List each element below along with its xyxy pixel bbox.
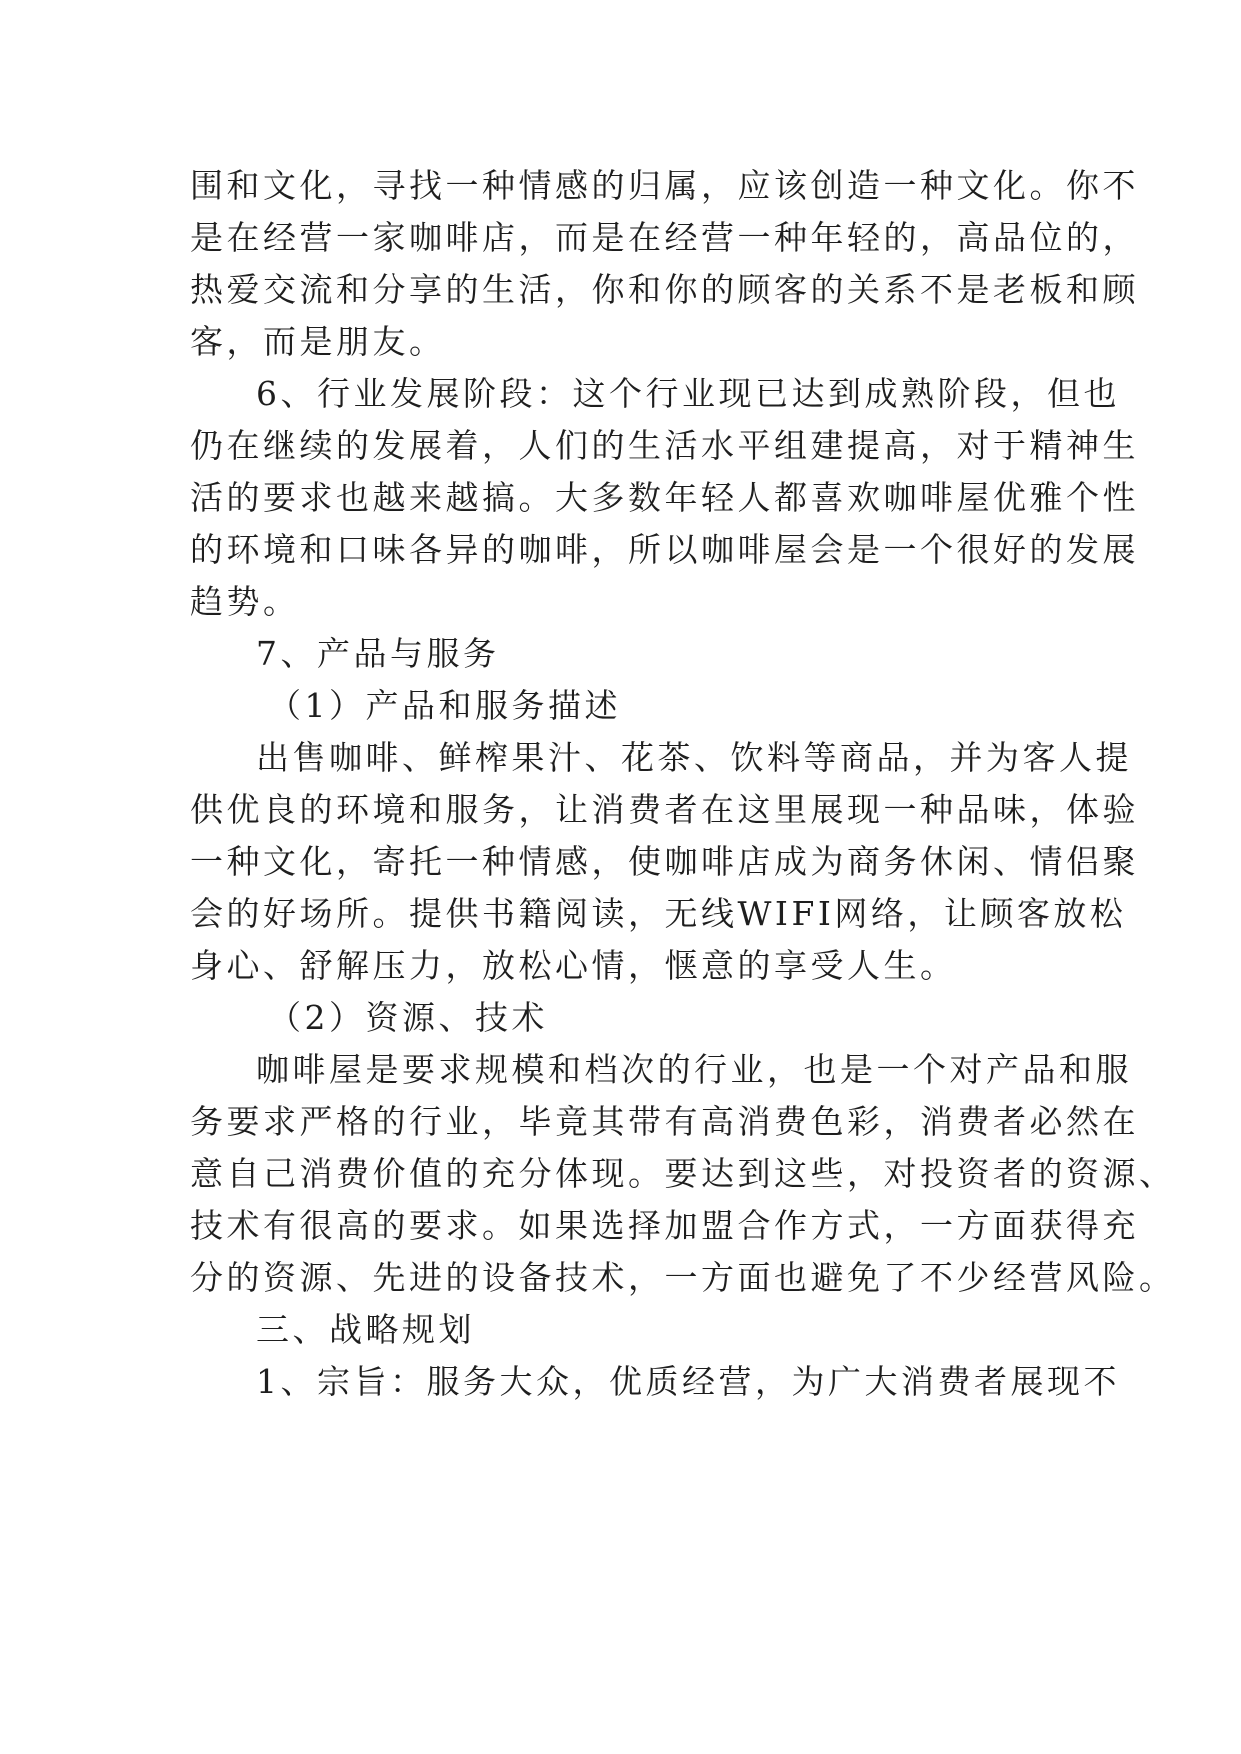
text-line: 分的资源、先进的设备技术，一方面也避免了不少经营风险。 [190, 1258, 1176, 1297]
text-line: 会的好场所。提供书籍阅读，无线WIFI网络，让顾客放松 [190, 894, 1127, 933]
text-line: 身心、舒解压力，放松心情，惬意的享受人生。 [190, 946, 957, 985]
text-line: 技术有很高的要求。如果选择加盟合作方式，一方面获得充 [190, 1206, 1139, 1245]
section-heading-products-services: 7、产品与服务 [256, 634, 500, 673]
text-line: 活的要求也越来越搞。大多数年轻人都喜欢咖啡屋优雅个性 [190, 478, 1139, 517]
text-line: 的环境和口味各异的咖啡，所以咖啡屋会是一个很好的发展 [190, 530, 1139, 569]
text-line: 一种文化，寄托一种情感，使咖啡店成为商务休闲、情侣聚 [190, 842, 1139, 881]
subsection-heading-description: （1）产品和服务描述 [268, 686, 621, 725]
text-line: 务要求严格的行业，毕竟其带有高消费色彩，消费者必然在 [190, 1102, 1139, 1141]
text-line: 围和文化，寻找一种情感的归属，应该创造一种文化。你不 [190, 166, 1139, 205]
section-heading-industry-stage: 6、行业发展阶段：这个行业现已达到成熟阶段，但也 [256, 374, 1120, 413]
subsection-heading-resources: （2）资源、技术 [268, 998, 548, 1037]
section-heading-strategy: 三、战略规划 [256, 1310, 475, 1349]
text-line: 趋势。 [190, 582, 300, 621]
text-line: 仍在继续的发展着，人们的生活水平组建提高，对于精神生 [190, 426, 1139, 465]
text-line: 是在经营一家咖啡店，而是在经营一种年轻的，高品位的， [190, 218, 1139, 257]
text-line: 意自己消费价值的充分体现。要达到这些，对投资者的资源、 [190, 1154, 1176, 1193]
paragraph-start: 咖啡屋是要求规模和档次的行业，也是一个对产品和服 [256, 1050, 1132, 1089]
text-line: 客，而是朋友。 [190, 322, 446, 361]
paragraph-start: 出售咖啡、鲜榨果汁、花茶、饮料等商品，并为客人提 [256, 738, 1132, 777]
paragraph-start: 1、宗旨：服务大众，优质经营，为广大消费者展现不 [256, 1362, 1120, 1401]
text-line: 供优良的环境和服务，让消费者在这里展现一种品味，体验 [190, 790, 1139, 829]
text-line: 热爱交流和分享的生活，你和你的顾客的关系不是老板和顾 [190, 270, 1139, 309]
